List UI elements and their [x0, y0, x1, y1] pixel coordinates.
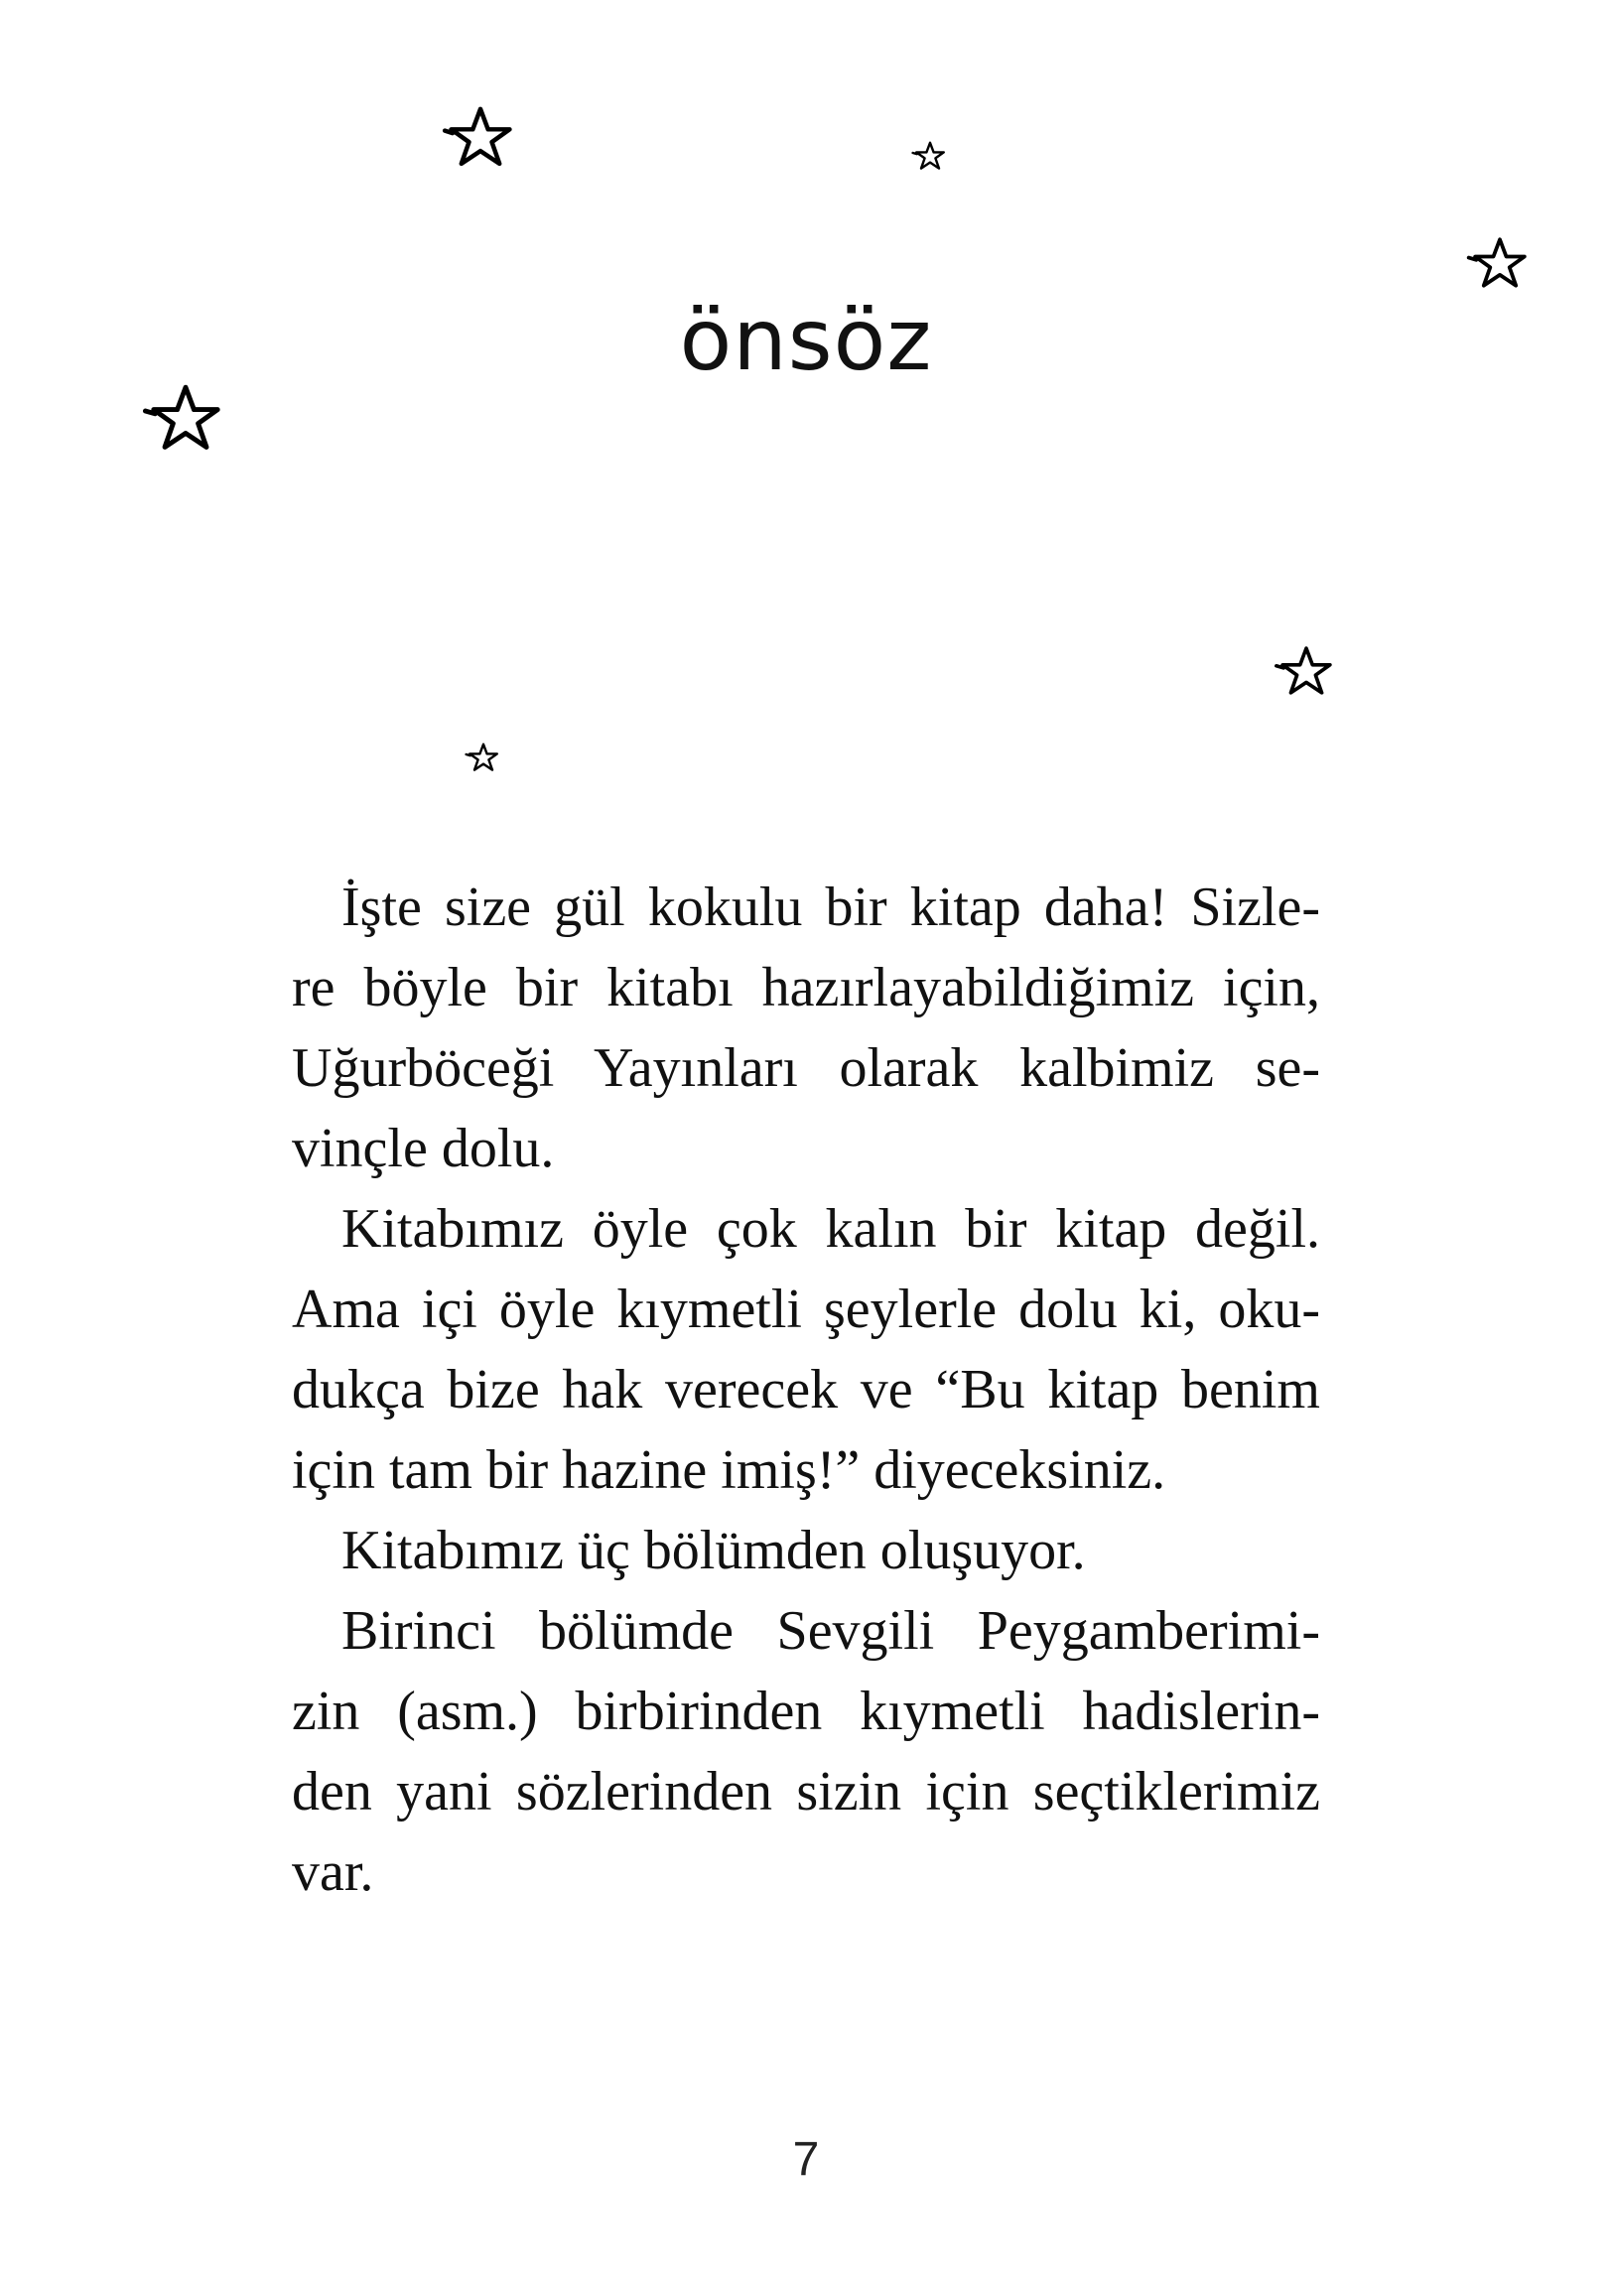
paragraph: [292, 868, 1320, 1189]
text-line: Kitabımız üç bölümden oluşuyor.: [341, 1520, 1086, 1581]
text-line: vinçle dolu.: [292, 1118, 555, 1179]
paragraph: [292, 1511, 1320, 1591]
text-line: re böyle bir kitabı hazırlayabildiğimiz için,: [292, 957, 1320, 1018]
star-doodle-icon: [1473, 236, 1527, 290]
star-doodle-icon: [1280, 645, 1332, 697]
body-text: [292, 868, 1320, 1913]
text-line: den yani sözlerinden sizin için seçtiklerimiz: [292, 1761, 1320, 1823]
page-number: 7: [792, 2133, 820, 2186]
text-line: var.: [292, 1841, 374, 1903]
star-doodle-icon: [469, 743, 498, 772]
text-line: Birinci bölümde Sevgili Peygamberimi-: [341, 1600, 1320, 1662]
text-line: zin (asm.) birbirinden kıymetli hadislerin-: [292, 1681, 1320, 1742]
text-line: dukça bize hak verecek ve “Bu kitap benim: [292, 1359, 1320, 1420]
star-doodle-icon: [915, 141, 945, 171]
paragraph: [292, 1591, 1320, 1913]
text-line: Ama içi öyle kıymetli şeylerle dolu ki, oku-: [292, 1279, 1320, 1340]
text-line: Kitabımız öyle çok kalın bir kitap değil.: [341, 1198, 1320, 1260]
star-doodle-icon: [449, 105, 512, 169]
text-line: İşte size gül kokulu bir kitap daha! Sizle-: [341, 877, 1320, 938]
page-title: önsöz: [679, 291, 933, 390]
star-doodle-icon: [151, 383, 220, 453]
paragraph: [292, 1189, 1320, 1511]
text-line: için tam bir hazine imiş!” diyeceksiniz.: [292, 1439, 1166, 1501]
text-line: Uğurböceği Yayınları olarak kalbimiz se-: [292, 1037, 1320, 1099]
